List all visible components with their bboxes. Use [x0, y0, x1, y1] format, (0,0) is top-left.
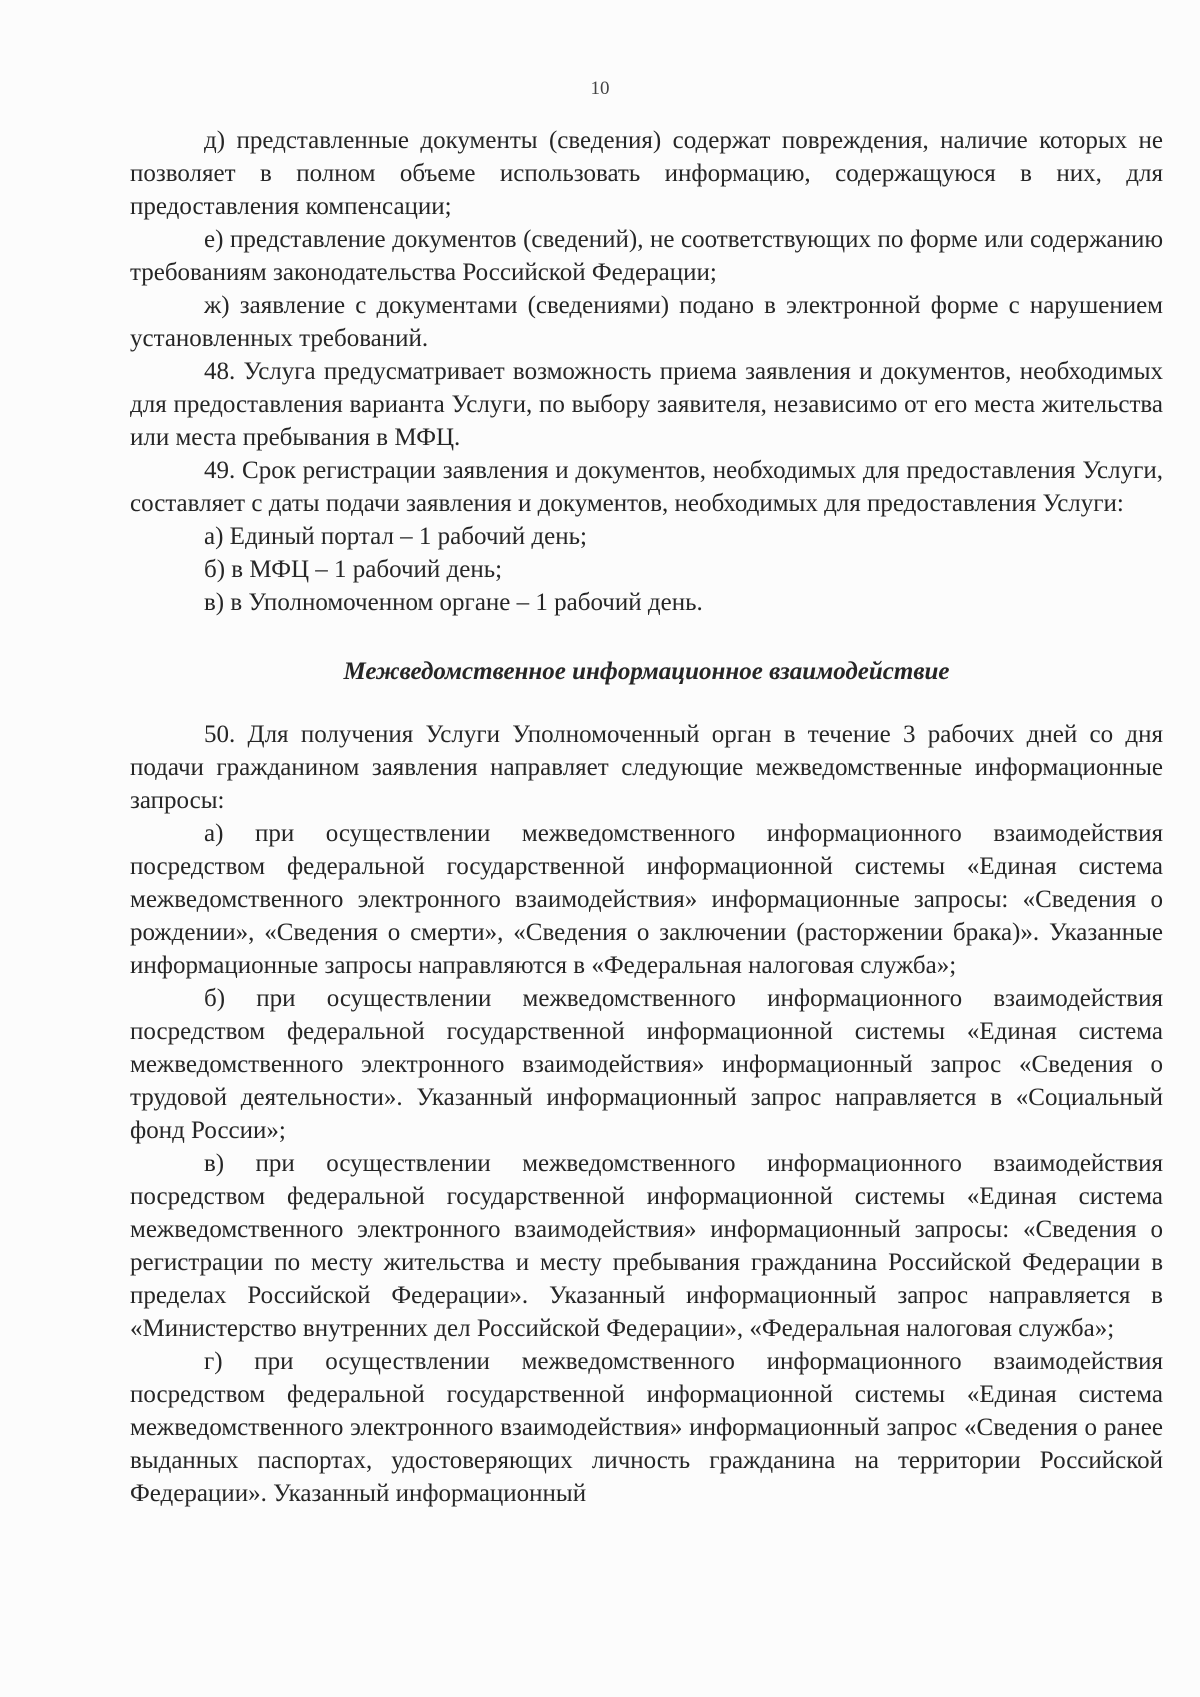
- paragraph-50-v: в) при осуществлении межведомственного информационного взаимодействия посредством федеральной государственной информационной системы «Единая система межведомственного электронного взаимодействия» информационный запросы: «Сведения о регистрации по месту жительства и месту пребывания гражданина Российской Федерации в пределах Российской Федерации». Указанный информационный запрос направляется в «Министерство внутренних дел Российской Федерации», «Федеральная налоговая служба»;: [130, 1150, 1163, 1342]
- registration-list-item: а) Единый портал – 1 рабочий день;: [204, 523, 587, 550]
- section-heading: Межведомственное информационное взаимодействие: [343, 658, 950, 685]
- paragraph-e: е) представление документов (сведений), не соответствующих по форме или содержанию требованиям законодательства Российской Федерации;: [130, 226, 1163, 286]
- document-body: [130, 124, 1163, 1510]
- paragraph-48: 48. Услуга предусматривает возможность приема заявления и документов, необходимых для предоставления варианта Услуги, по выбору заявителя, независимо от его места жительства или места пребывания в МФЦ.: [130, 358, 1163, 451]
- paragraph-50-g: г) при осуществлении межведомственного информационного взаимодействия посредством федеральной государственной информационной системы «Единая система межведомственного электронного взаимодействия» информационный запрос «Сведения о ранее выданных паспортах, удостоверяющих личность гражданина на территории Российской Федерации». Указанный информационный: [130, 1348, 1163, 1507]
- paragraph-49: 49. Срок регистрации заявления и документов, необходимых для предоставления Услуги, составляет с даты подачи заявления и документов, необходимых для предоставления Услуги:: [130, 457, 1163, 517]
- paragraph-50-b: б) при осуществлении межведомственного информационного взаимодействия посредством федеральной государственной информационной системы «Единая система межведомственного электронного взаимодействия» информационный запрос «Сведения о трудовой деятельности». Указанный информационный запрос направляется в «Социальный фонд России»;: [130, 985, 1163, 1144]
- page-number: 10: [590, 78, 610, 99]
- paragraph-zh: ж) заявление с документами (сведениями) подано в электронной форме с нарушением установленных требований.: [130, 292, 1163, 352]
- registration-list-item: б) в МФЦ – 1 рабочий день;: [204, 556, 503, 583]
- paragraph-50: 50. Для получения Услуги Уполномоченный орган в течение 3 рабочих дней со дня подачи гражданином заявления направляет следующие межведомственные информационные запросы:: [130, 721, 1163, 814]
- paragraph-50-a: а) при осуществлении межведомственного информационного взаимодействия посредством федеральной государственной информационной системы «Единая система межведомственного электронного взаимодействия» информационные запросы: «Сведения о рождении», «Сведения о смерти», «Сведения о заключении (расторжении брака)». Указанные информационные запросы направляются в «Федеральная налоговая служба»;: [130, 820, 1163, 979]
- registration-list-item: в) в Уполномоченном органе – 1 рабочий день.: [204, 589, 703, 616]
- paragraph-d: д) представленные документы (сведения) содержат повреждения, наличие которых не позволяет в полном объеме использовать информацию, содержащуюся в них, для предоставления компенсации;: [130, 127, 1163, 220]
